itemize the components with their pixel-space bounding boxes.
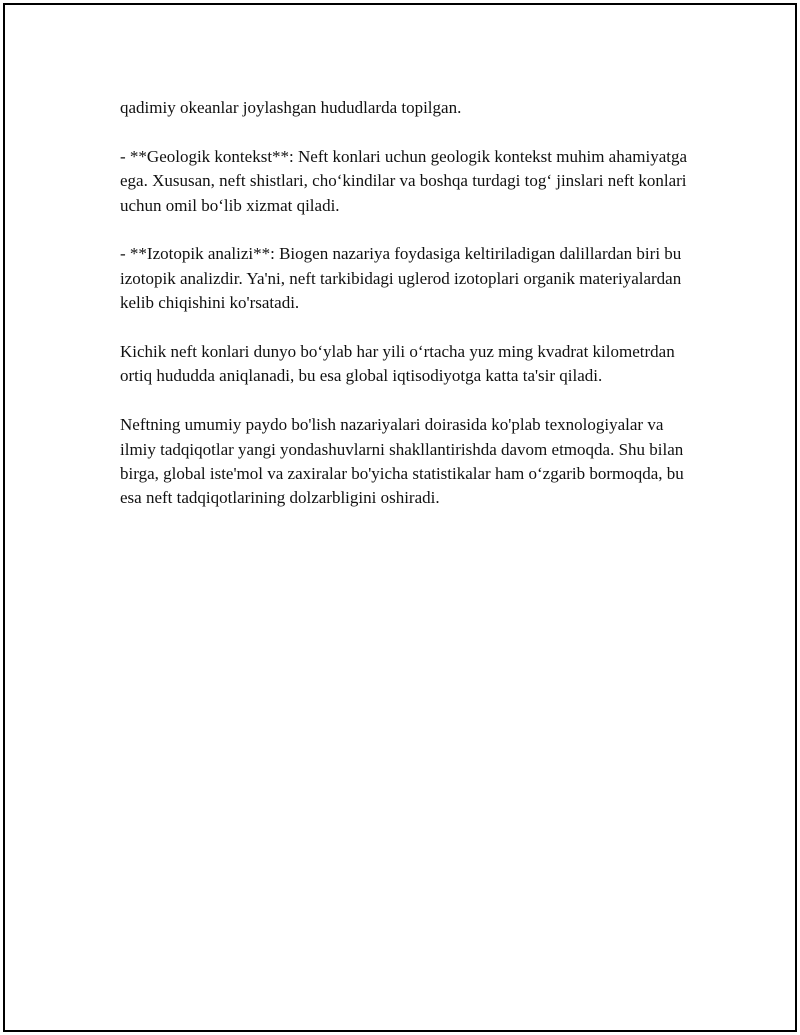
paragraph-continuation: qadimiy okeanlar joylashgan hududlarda topilgan. bbox=[120, 98, 462, 117]
document-page bbox=[3, 3, 797, 1032]
paragraph-geologic-context: - **Geologik kontekst**: Neft konlari uchun geologik kontekst muhim ahamiyatga ega. Xususan, neft shistlari, cho‘kindilar va boshqa turdagi tog‘ jinslari neft konlari uchun omil bo‘lib xizmat qiladi. bbox=[120, 146, 688, 215]
paragraph-small-oil-fields: Kichik neft konlari dunyo bo‘ylab har yili o‘rtacha yuz ming kvadrat kilometrdan ortiq hududda aniqlanadi, bu esa global iqtisodiyotga katta ta'sir qiladi. bbox=[120, 342, 675, 386]
paragraph-isotopic-analysis: - **Izotopik analizi**: Biogen nazariya foydasiga keltiriladigan dalillardan biri bu izotopik analizdir. Ya'ni, neft tarkibidagi uglerod izotoplari organik materiyalardan kelib chiqishini ko'rsatadi. bbox=[120, 244, 682, 313]
document-body bbox=[120, 96, 700, 535]
paragraph-oil-origin-theories: Neftning umumiy paydo bo'lish nazariyalari doirasida ko'plab texnologiyalar va ilmiy tadqiqotlar yangi yondashuvlarni shakllantirishda davom etmoqda. Shu bilan birga, global iste'mol va zaxiralar bo'yicha statistikalar ham o‘zgarib bormoqda, bu esa neft tadqiqotlarining dolzarbligini oshiradi. bbox=[120, 415, 684, 508]
